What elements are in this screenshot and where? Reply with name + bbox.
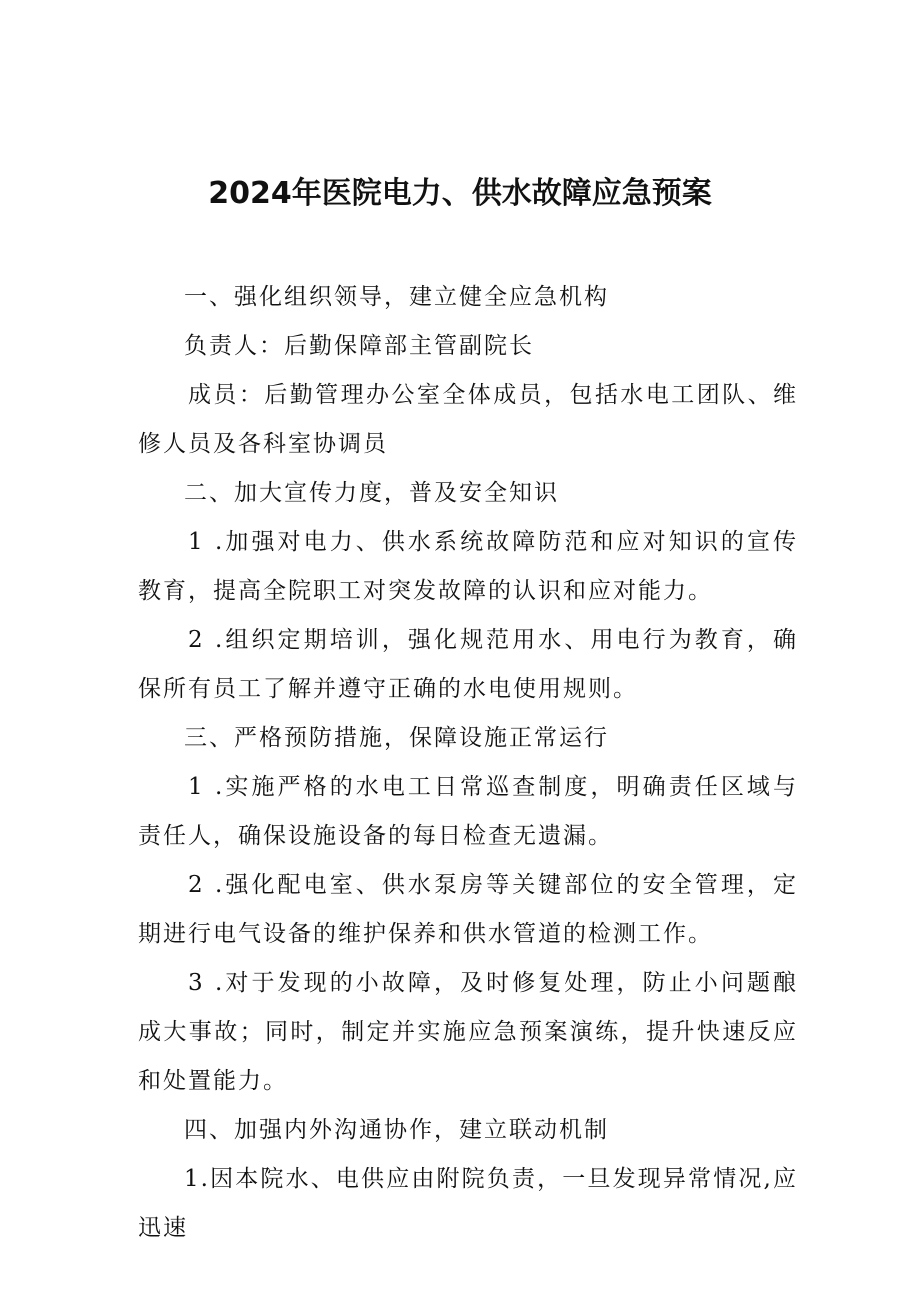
list-item: 3 .对于发现的小故障，及时修复处理，防止小问题酿成大事故；同时，制定并实施应急预案演练，提升快速反应和处置能力。 bbox=[138, 970, 798, 1094]
list-item: 2 .组织定期培训，强化规范用水、用电行为教育，确保所有员工了解并遵守正确的水电使用规则。 bbox=[138, 627, 798, 702]
section-heading-4: 四、加强内外沟通协作，建立联动机制 bbox=[184, 1117, 609, 1143]
list-item: 1 .实施严格的水电工日常巡查制度，明确责任区域与责任人，确保设施设备的每日检查无遗漏。 bbox=[138, 774, 798, 849]
document-title: 2024年医院电力、供水故障应急预案 bbox=[208, 176, 712, 211]
list-item: 1 .加强对电力、供水系统故障防范和应对知识的宣传教育，提高全院职工对突发故障的认识和应对能力。 bbox=[138, 529, 798, 604]
section-heading-2: 二、加大宣传力度，普及安全知识 bbox=[184, 480, 559, 506]
list-item: 1.因本院水、电供应由附院负责，一旦发现异常情况,应迅速 bbox=[138, 1166, 798, 1241]
document-body bbox=[138, 273, 798, 1253]
responsible-person: 负责人：后勤保障部主管副院长 bbox=[184, 333, 534, 359]
section-heading-1: 一、强化组织领导，建立健全应急机构 bbox=[184, 284, 609, 310]
members-paragraph: 成员：后勤管理办公室全体成员，包括水电工团队、维修人员及各科室协调员 bbox=[138, 382, 798, 457]
section-heading-3: 三、严格预防措施，保障设施正常运行 bbox=[184, 725, 609, 751]
list-item: 2 .强化配电室、供水泵房等关键部位的安全管理，定期进行电气设备的维护保养和供水管道的检测工作。 bbox=[138, 872, 798, 947]
